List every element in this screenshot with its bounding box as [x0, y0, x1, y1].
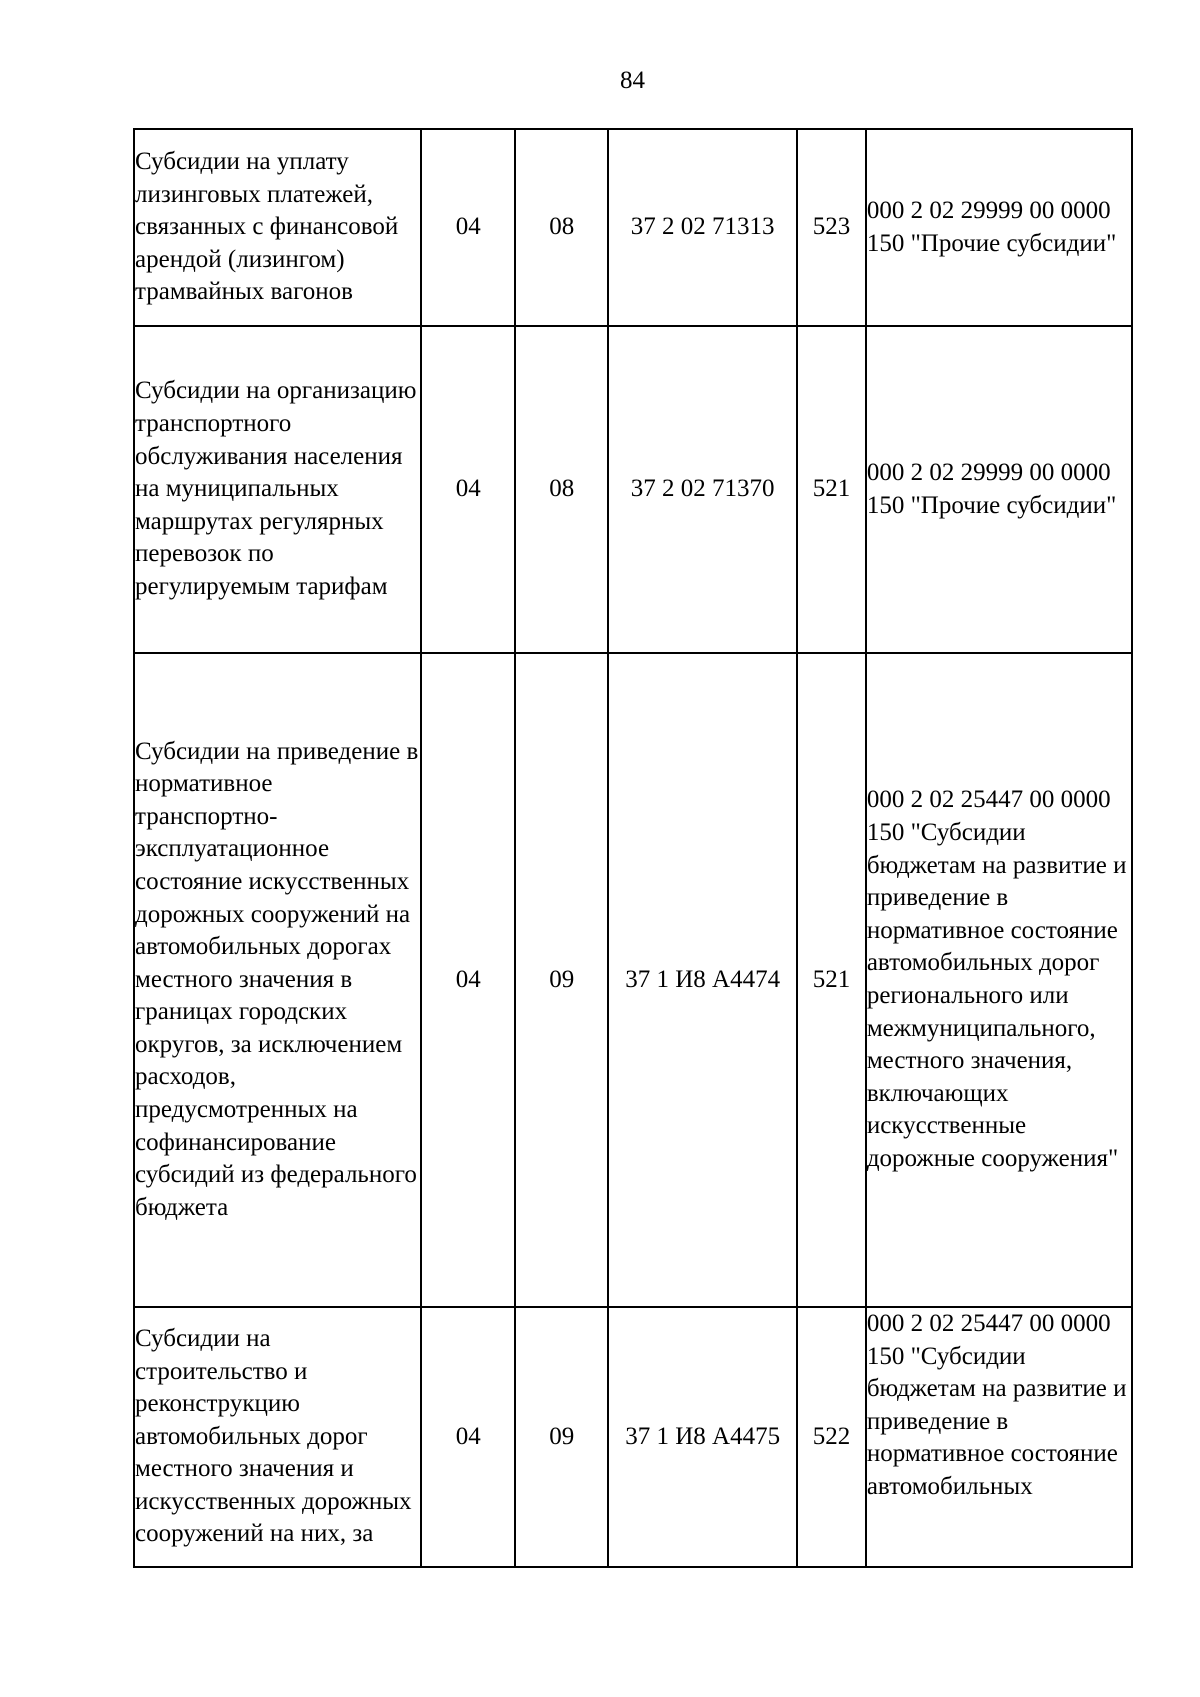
row-subsection: 09 [515, 1307, 608, 1567]
row-description: Субсидии на приведение в нормативное транспортно-эксплуатационное состояние искусственных дорожных сооружений на автомобильных дорогах местного значения в границах городских округов, за исключением расходов, предусмотренных на софинансирование субсидий из федерального бюджета [134, 653, 421, 1307]
row-expense-type: 521 [797, 653, 866, 1307]
row-target-article: 37 1 И8 А4474 [608, 653, 797, 1307]
table-row [134, 326, 1132, 653]
row-revenue-code: 000 2 02 29999 00 0000 150 "Прочие субсидии" [866, 326, 1132, 653]
table-row [134, 129, 1132, 326]
row-description: Субсидии на организацию транспортного обслуживания населения на муниципальных маршрутах регулярных перевозок по регулируемым тарифам [134, 326, 421, 653]
row-expense-type: 522 [797, 1307, 866, 1567]
row-target-article: 37 2 02 71313 [608, 129, 797, 326]
row-subsection: 08 [515, 326, 608, 653]
row-target-article: 37 2 02 71370 [608, 326, 797, 653]
row-section: 04 [421, 1307, 515, 1567]
row-section: 04 [421, 129, 515, 326]
row-description: Субсидии на уплату лизинговых платежей, связанных с финансовой арендой (лизингом) трамвайных вагонов [134, 129, 421, 326]
row-expense-type: 523 [797, 129, 866, 326]
table-row [134, 653, 1132, 1307]
row-subsection: 08 [515, 129, 608, 326]
row-target-article: 37 1 И8 А4475 [608, 1307, 797, 1567]
page-number: 84 [620, 67, 645, 94]
row-section: 04 [421, 326, 515, 653]
row-section: 04 [421, 653, 515, 1307]
row-revenue-code: 000 2 02 25447 00 0000 150 "Субсидии бюджетам на развитие и приведение в нормативное состояние автомобильных дорог регионального или межмуниципального, местного значения, включающих искусственные дорожные сооружения" [866, 653, 1132, 1307]
table-row [134, 1307, 1132, 1567]
row-revenue-code: 000 2 02 29999 00 0000 150 "Прочие субсидии" [866, 129, 1132, 326]
budget-classification-table [133, 128, 1133, 1568]
row-revenue-code: 000 2 02 25447 00 0000 150 "Субсидии бюджетам на развитие и приведение в нормативное состояние автомобильных [866, 1307, 1132, 1567]
row-subsection: 09 [515, 653, 608, 1307]
row-description: Субсидии на строительство и реконструкцию автомобильных дорог местного значения и искусственных дорожных сооружений на них, за [134, 1307, 421, 1567]
row-expense-type: 521 [797, 326, 866, 653]
